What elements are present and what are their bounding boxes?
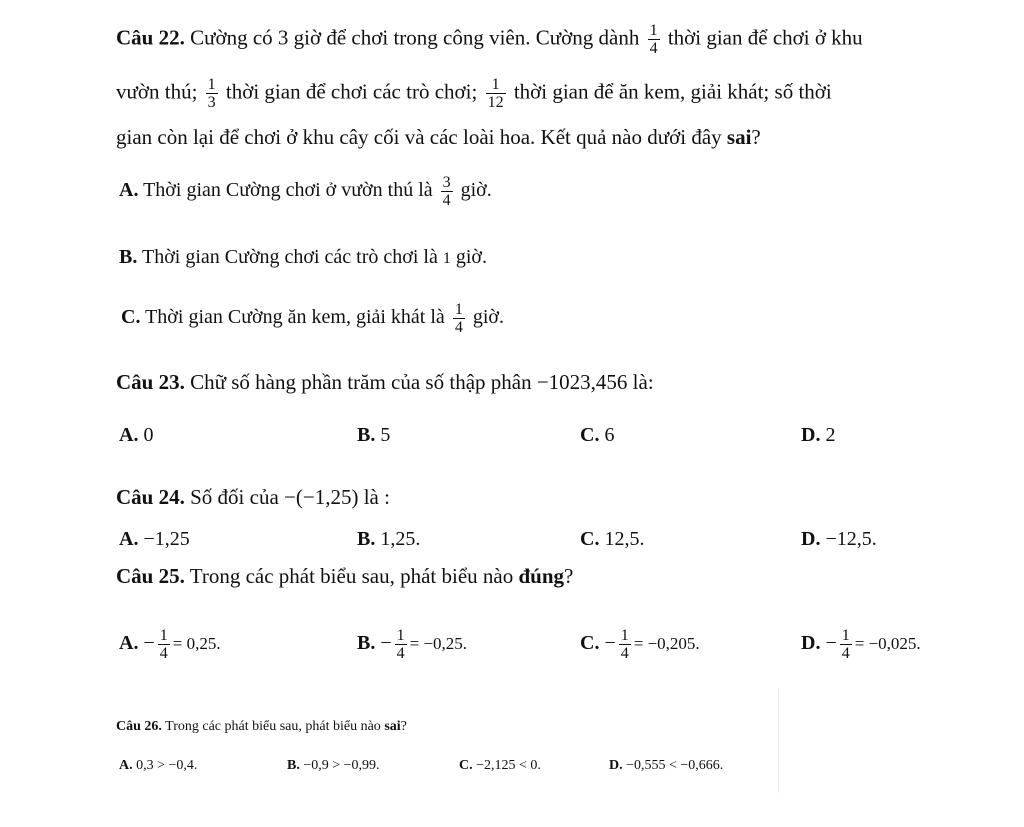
q22-line1 [116, 22, 863, 57]
q26-option-a[interactable]: A. 0,3 > −0,4. [119, 758, 198, 773]
q24-text: Số đối của −(−1,25) là : [190, 485, 390, 509]
q26-text: Trong các phát biểu sau, phát biểu nào [165, 719, 381, 734]
q22-option-c[interactable] [121, 301, 504, 336]
option-value: 1 [442, 250, 451, 267]
q24-option-b[interactable]: B. 1,25. [357, 528, 421, 550]
option-text: Thời gian Cường chơi các trò chơi là [141, 246, 438, 268]
q26-option-d[interactable]: D. −0,555 < −0,666. [609, 758, 724, 773]
q25-line [116, 564, 573, 588]
q25-option-d[interactable]: D. − $\frac{1}{4}$ = −0,025. [801, 627, 921, 662]
q26-option-c[interactable]: C. −2,125 < 0. [459, 758, 541, 773]
q22-option-a[interactable] [119, 174, 492, 209]
q23-text: Chữ số hàng phần trăm của số thập phân −1023,456 là: [190, 370, 654, 394]
q25-text-bold: đúng [518, 564, 565, 588]
q22-text-3a: gian còn lại để chơi ở khu cây cối và các loài hoa. Kết quả nào dưới đây [116, 125, 722, 149]
option-text: Thời gian Cường ăn kem, giải khát là [145, 306, 445, 329]
option-text-end: giờ. [455, 246, 487, 268]
q26-text-end: ? [400, 719, 407, 734]
option-text-end: giờ. [460, 179, 492, 202]
fraction: $\frac{1}{4}$ [454, 301, 463, 336]
divider [778, 688, 779, 793]
q22-line3 [116, 125, 761, 149]
q22-label: Câu 22. [116, 25, 185, 50]
q22-text-1a: Cường có 3 giờ để chơi trong công viên. Cường dành [190, 25, 640, 50]
q22-text-2b: thời gian để chơi các trò chơi; [225, 79, 478, 104]
fraction: $\frac{1}{4}$ [396, 627, 405, 662]
q25-label: Câu 25. [116, 564, 185, 588]
fraction: $\frac{1}{3}$ [207, 76, 216, 111]
q26-line [116, 718, 407, 736]
q24-option-a[interactable]: A. −1,25 [119, 528, 190, 550]
fraction: $\frac{1}{12}$ [487, 76, 504, 111]
q24-label: Câu 24. [116, 485, 185, 509]
q22-text-1b: thời gian để chơi ở khu [667, 25, 863, 50]
q23-option-d[interactable]: D. 2 [801, 424, 836, 446]
fraction: $\frac{1}{4}$ [649, 22, 658, 57]
fraction: $\frac{1}{4}$ [159, 627, 168, 662]
option-text-end: giờ. [472, 306, 504, 329]
q23-option-b[interactable]: B. 5 [357, 424, 391, 446]
q25-option-b[interactable]: B. − $\frac{1}{4}$ = −0,25. [357, 627, 468, 662]
option-label: A. [119, 179, 139, 202]
q22-text-3b: sai [726, 125, 752, 149]
q25-text-end: ? [564, 564, 574, 588]
q26-text-bold: sai [384, 719, 401, 734]
q22-text-2c: thời gian để ăn kem, giải khát; số thời [513, 79, 832, 104]
q24-option-d[interactable]: D. −12,5. [801, 528, 877, 550]
q26-option-b[interactable]: B. −0,9 > −0,99. [287, 758, 380, 773]
q25-option-c[interactable]: C. − $\frac{1}{4}$ = −0,205. [580, 627, 700, 662]
q22-option-b[interactable] [119, 245, 487, 271]
q23-label: Câu 23. [116, 370, 185, 394]
fraction: $\frac{1}{4}$ [620, 627, 629, 662]
q22-line2 [116, 76, 832, 111]
fraction: $\frac{3}{4}$ [442, 174, 451, 209]
q26-label: Câu 26. [116, 719, 162, 734]
q23-option-a[interactable]: A. 0 [119, 424, 154, 446]
q25-option-a[interactable]: A. − $\frac{1}{4}$ = 0,25. [119, 627, 221, 662]
q24-line [116, 485, 390, 509]
q24-option-c[interactable]: C. 12,5. [580, 528, 645, 550]
fraction: $\frac{1}{4}$ [841, 627, 850, 662]
option-label: C. [121, 306, 141, 329]
q25-text: Trong các phát biểu sau, phát biểu nào [189, 564, 514, 588]
option-label: B. [119, 246, 138, 268]
q23-option-c[interactable]: C. 6 [580, 424, 615, 446]
q23-line [116, 370, 654, 394]
q22-text-3c: ? [751, 125, 761, 149]
option-text: Thời gian Cường chơi ở vườn thú là [143, 179, 433, 202]
q22-text-2a: vườn thú; [116, 79, 198, 104]
